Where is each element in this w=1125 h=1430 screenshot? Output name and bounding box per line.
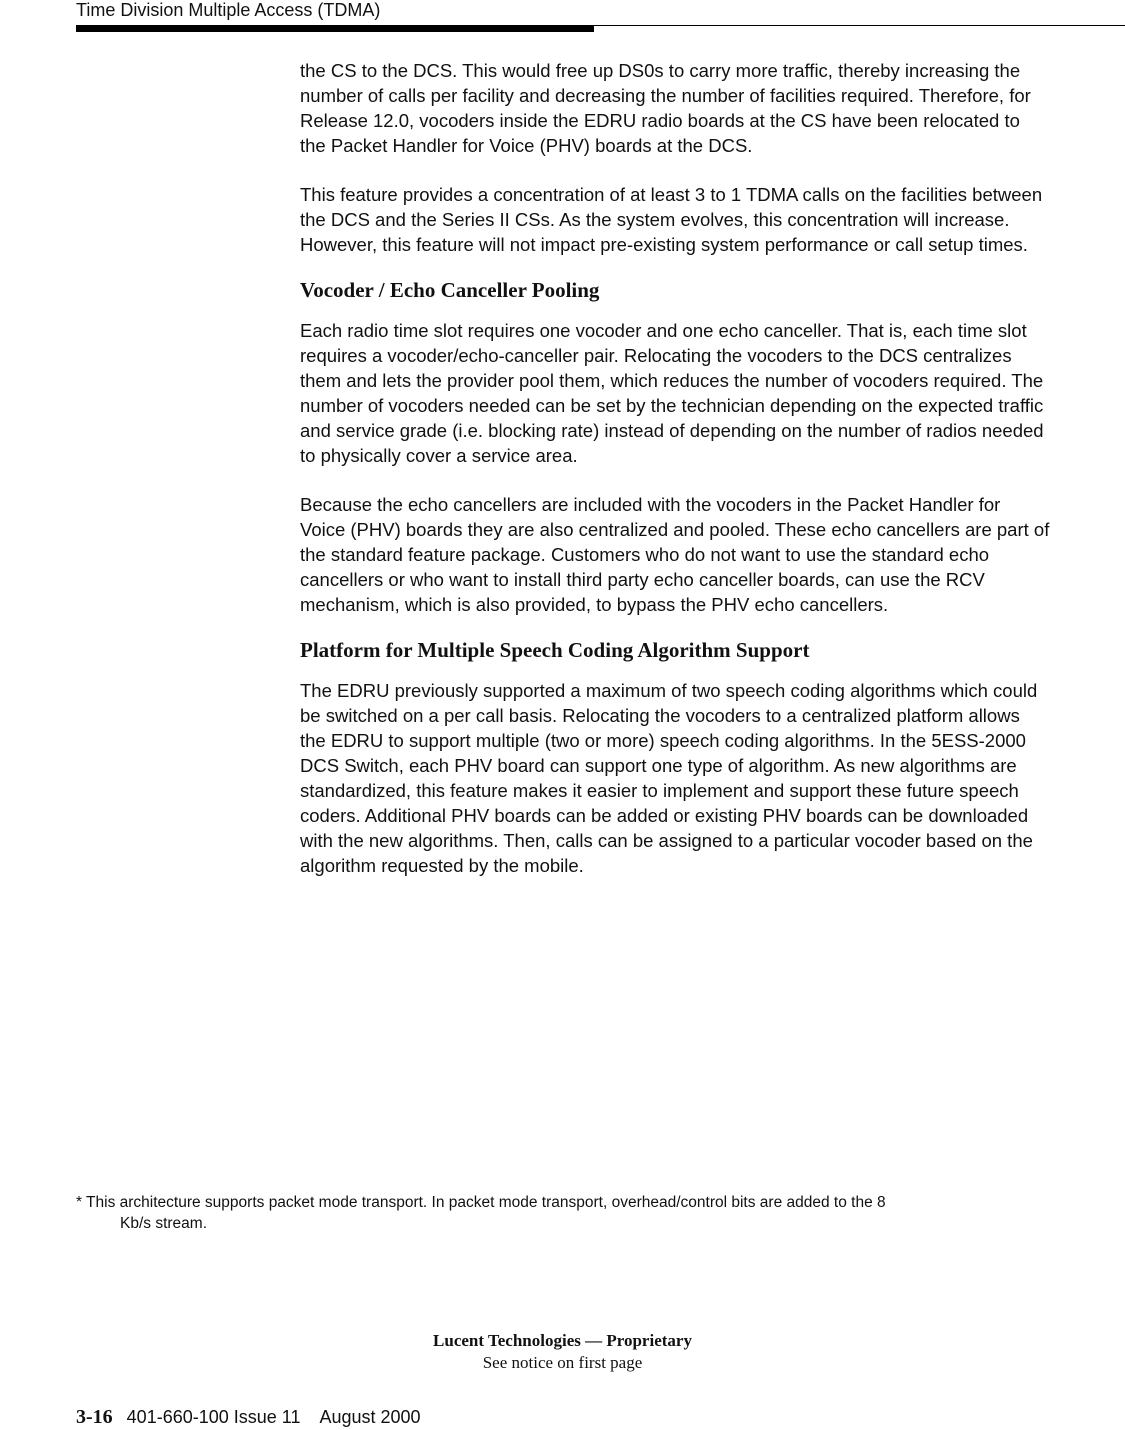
footer-company: Lucent Technologies — Proprietary xyxy=(433,1331,692,1350)
section-1-paragraph-2: Because the echo cancellers are included with the vocoders in the Packet Handler for Voice (PHV) boards they are also centralized and pooled. These echo cancellers are part of the standard feature package. Customers who do not want to use the standard echo cancellers or who want to install third party echo canceller boards, can use the RCV mechanism, which is also provided, to bypass the PHV echo cancellers. xyxy=(300,494,1050,615)
footnote-line-1: * This architecture supports packet mode transport. In packet mode transport, overhead/control bits are added to the 8 xyxy=(76,1194,886,1211)
header-rule-thin xyxy=(594,25,1125,26)
intro-paragraph-2: This feature provides a concentration of at least 3 to 1 TDMA calls on the facilities between the DCS and the Series II CSs. As the system evolves, this concentration will increase. However, this feature will not impact pre-existing system performance or call setup times. xyxy=(300,184,1043,255)
header-rule-thick xyxy=(76,25,594,32)
section-2-paragraph-1: The EDRU previously supported a maximum of two speech coding algorithms which could be switched on a per call basis. Relocating the vocoders to a centralized platform allows the EDRU to support multiple (two or more) speech coding algorithms. In the 5ESS-2000 DCS Switch, each PHV board can support one type of algorithm. As new algorithms are standardized, this feature makes it easier to implement and support these future speech coders. Additional PHV boards can be added or existing PHV boards can be downloaded with the new algorithms. Then, calls can be assigned to a particular vocoder based on the algorithm requested by the mobile. xyxy=(300,680,1038,876)
main-content xyxy=(300,58,1050,878)
section-1-paragraph-1: Each radio time slot requires one vocoder and one echo canceller. That is, each time slot requires a vocoder/echo-canceller pair. Relocating the vocoders to the DCS centralizes them and lets the provider pool them, which reduces the number of vocoders required. The number of vocoders needed can be set by the technician depending on the expected traffic and service grade (i.e. blocking rate) instead of depending on the number of radios needed to physically cover a service area. xyxy=(300,320,1044,466)
document-info: 401-660-100 Issue 11 August 2000 xyxy=(126,1407,421,1427)
footnote xyxy=(76,1192,1051,1234)
intro-paragraph-1: the CS to the DCS. This would free up DS0s to carry more traffic, thereby increasing the number of calls per facility and decreasing the number of facilities required. Therefore, for Release 12.0, vocoders inside the EDRU radio boards at the CS have been relocated to the Packet Handler for Voice (PHV) boards at the DCS. xyxy=(300,60,1031,156)
section-heading-vocoder-pooling: Vocoder / Echo Canceller Pooling xyxy=(300,278,600,302)
running-header-title: Time Division Multiple Access (TDMA) xyxy=(76,0,381,20)
footnote-line-2: Kb/s stream. xyxy=(120,1215,207,1232)
footer-notice: See notice on first page xyxy=(482,1353,643,1372)
page-footer xyxy=(76,1406,421,1428)
section-heading-speech-coding: Platform for Multiple Speech Coding Algorithm Support xyxy=(300,638,810,662)
page-number: 3-16 xyxy=(76,1406,113,1428)
